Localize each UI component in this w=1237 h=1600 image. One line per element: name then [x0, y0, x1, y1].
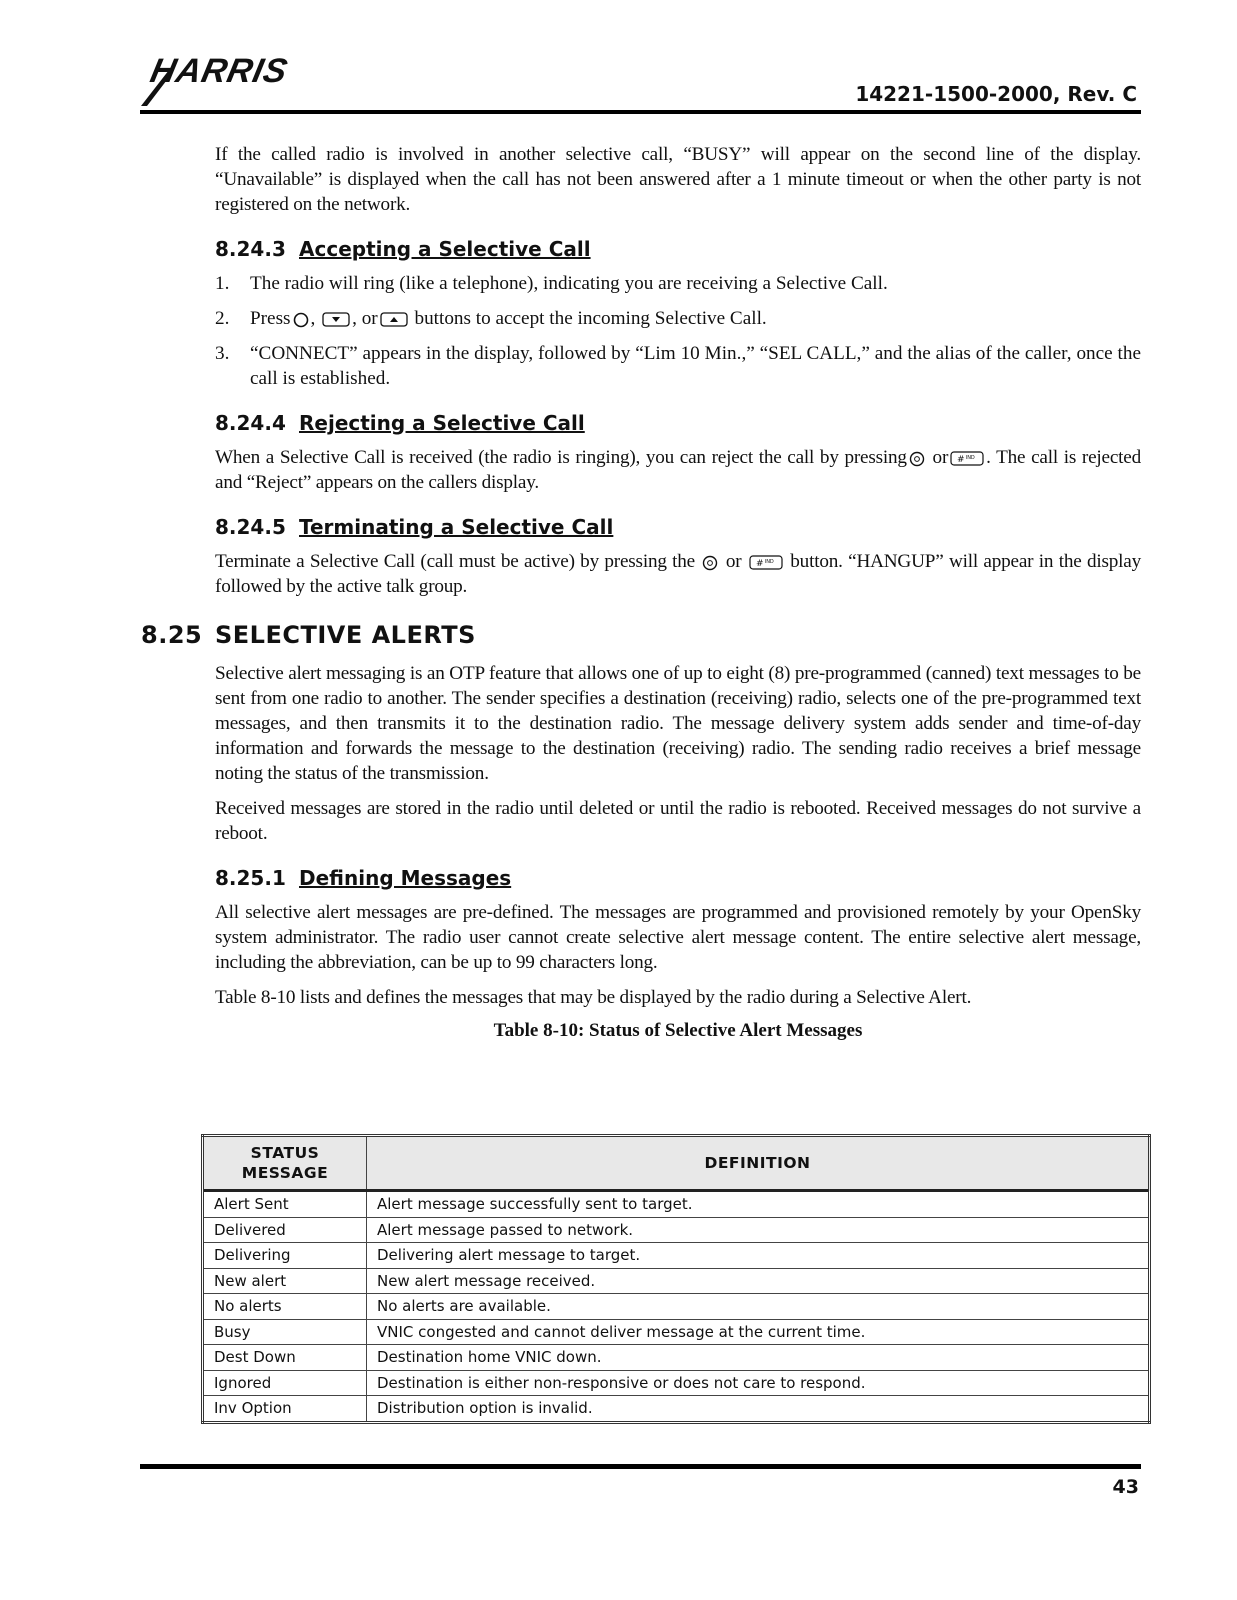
status-cell: Ignored — [203, 1370, 367, 1396]
status-cell: Delivered — [203, 1217, 367, 1243]
page-content — [141, 142, 1141, 1056]
status-cell: Alert Sent — [203, 1191, 367, 1218]
reject-paragraph: When a Selective Call is received (the radio is ringing), you can reject the call by pressing or # IND . The call is rejected and “Reject” appears on the callers display. — [215, 447, 1141, 493]
definition-cell: Distribution option is invalid. — [367, 1396, 1150, 1423]
section-number: 8.25 — [141, 621, 203, 649]
pound-ind-button-icon — [950, 451, 984, 466]
section-number: 8.24.3 — [215, 237, 286, 261]
table-row — [203, 1345, 1150, 1371]
status-cell: No alerts — [203, 1294, 367, 1320]
table-row — [203, 1191, 1150, 1218]
selective-alerts-paragraph-1: Selective alert messaging is an OTP feature that allows one of up to eight (8) pre-programmed (canned) text messages to be sent from one radio to another. The sender specifies a destination (receiving) radio, selects one of the pre-programmed text messages, and then transmits it to the destination radio. The message delivery system adds sender and time-of-day information and forwards the message to the destination (receiving) radio. The sending radio receives a brief message noting the status of the transmission. — [215, 663, 1141, 784]
definition-cell: New alert message received. — [367, 1268, 1150, 1294]
document-number: 14221-1500-2000, Rev. C — [855, 82, 1137, 106]
list-item: 2. Press , , or buttons to accept the incoming Selective Call. — [215, 308, 767, 329]
list-item: 3. “CONNECT” appears in the display, followed by “Lim 10 Min.,” “SEL CALL,” and the alias of the caller, once the call is established. — [215, 343, 1141, 389]
section-number: 8.24.5 — [215, 515, 286, 539]
table-row — [203, 1319, 1150, 1345]
section-heading-8-24-5 — [215, 513, 1141, 541]
table-row — [203, 1396, 1150, 1423]
section-heading-8-24-4 — [215, 409, 1141, 437]
table-caption: Table 8-10: Status of Selective Alert Messages — [493, 1020, 863, 1041]
section-title: Terminating a Selective Call — [299, 515, 614, 539]
section-title: Accepting a Selective Call — [299, 237, 591, 261]
table-header-row — [203, 1136, 1150, 1191]
table-row — [203, 1217, 1150, 1243]
definition-cell: Delivering alert message to target. — [367, 1243, 1150, 1269]
header-definition: DEFINITION — [367, 1136, 1150, 1191]
selective-alerts-paragraph-2: Received messages are stored in the radio until deleted or until the radio is rebooted. Received messages do not survive a reboot. — [215, 798, 1141, 844]
section-heading-8-25-1 — [215, 864, 1141, 892]
status-cell: Delivering — [203, 1243, 367, 1269]
intro-paragraph: If the called radio is involved in another selective call, “BUSY” will appear on the second line of the display. “Unavailable” is displayed when the call has not been answered after a 1 minute timeout or when the other party is not registered on the network. — [215, 144, 1141, 215]
terminate-paragraph: Terminate a Selective Call (call must be active) by pressing the or # IND button. “HANGUP” will appear in the display followed by the active talk group. — [215, 551, 1141, 597]
definition-cell: Destination is either non-responsive or does not care to respond. — [367, 1370, 1150, 1396]
section-number: 8.24.4 — [215, 411, 286, 435]
down-arrow-button-icon — [322, 312, 350, 327]
definition-cell: Alert message successfully sent to target. — [367, 1191, 1150, 1218]
header-status-message: STATUS MESSAGE — [203, 1136, 367, 1191]
list-item: 1. The radio will ring (like a telephone), indicating you are receiving a Selective Call. — [215, 273, 888, 294]
up-arrow-button-icon — [380, 312, 408, 327]
section-title: SELECTIVE ALERTS — [215, 621, 476, 649]
pound-ind-button-icon — [749, 555, 783, 570]
accept-steps-list — [215, 271, 1141, 391]
logo-text: HARRIS — [147, 52, 292, 90]
svg-text:#: # — [957, 455, 965, 466]
clear-button-icon — [909, 451, 925, 467]
page-number: 43 — [1112, 1476, 1139, 1498]
definition-cell: Destination home VNIC down. — [367, 1345, 1150, 1371]
table-row — [203, 1370, 1150, 1396]
footer-rule — [140, 1464, 1141, 1469]
svg-text:#: # — [755, 559, 764, 570]
header-rule — [140, 110, 1141, 114]
section-title: Defining Messages — [299, 866, 512, 890]
clear-button-icon — [702, 555, 718, 571]
svg-text:IND: IND — [966, 455, 975, 462]
table-row — [203, 1243, 1150, 1269]
status-cell: Inv Option — [203, 1396, 367, 1423]
definition-cell: VNIC congested and cannot deliver message at the current time. — [367, 1319, 1150, 1345]
table-row — [203, 1268, 1150, 1294]
definition-cell: Alert message passed to network. — [367, 1217, 1150, 1243]
svg-text:IND: IND — [764, 559, 774, 566]
defining-messages-paragraph-2: Table 8-10 lists and defines the messages that may be displayed by the radio during a Selective Alert. — [215, 987, 972, 1008]
ptt-circle-button-icon — [293, 312, 309, 328]
section-number: 8.25.1 — [215, 866, 286, 890]
section-heading-8-25 — [141, 619, 1141, 651]
status-messages-table — [201, 1134, 1151, 1424]
section-title: Rejecting a Selective Call — [299, 411, 585, 435]
status-cell: Dest Down — [203, 1345, 367, 1371]
defining-messages-paragraph-1: All selective alert messages are pre-defined. The messages are programmed and provisioned remotely by your OpenSky system administrator. The radio user cannot create selective alert message content. The entire selective alert message, including the abbreviation, can be up to 99 characters long. — [215, 902, 1141, 973]
status-cell: New alert — [203, 1268, 367, 1294]
section-heading-8-24-3 — [215, 235, 1141, 263]
definition-cell: No alerts are available. — [367, 1294, 1150, 1320]
status-cell: Busy — [203, 1319, 367, 1345]
table-row — [203, 1294, 1150, 1320]
